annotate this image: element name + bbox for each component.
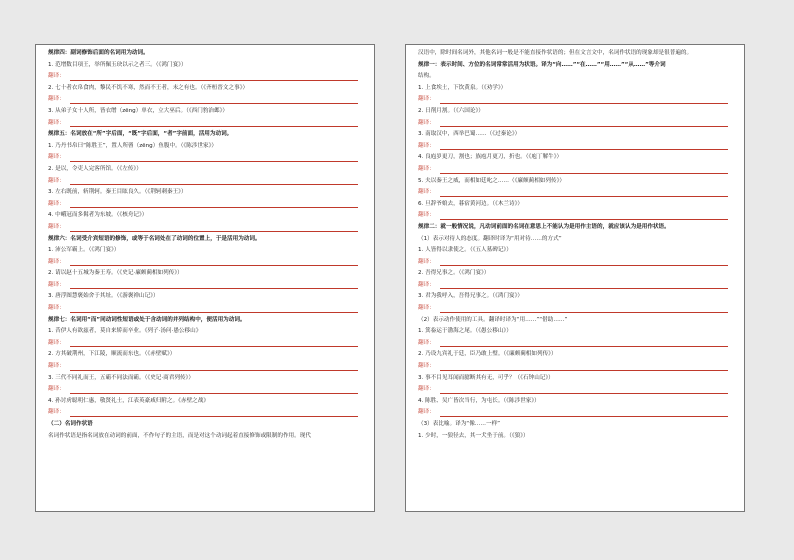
rule-heading: 规律七：名词用“而”同动词性短语或处于含动词的并列结构中，便活用为动词。 xyxy=(48,316,246,323)
example-sentence: （2）表示动作使用的工具。翻译时译为“用……”“借助……” xyxy=(418,316,568,323)
translation-line: 翻译： xyxy=(48,199,364,211)
example-sentence: 3. 从弟子女十人所，皆衣缯（zēng）单衣，立大巫后。（《西门豹治邺》） xyxy=(48,107,229,114)
example-sentence: 3. 君为我呼入，吾得兄事之。（《鸿门宴》） xyxy=(418,293,523,300)
example-sentence: 5. 夫以秦王之威，而相如廷叱之……（《廉颇蔺相如列传》） xyxy=(418,177,565,184)
translation-line: 翻译： xyxy=(418,210,734,222)
left-page xyxy=(35,44,375,512)
example-sentence: 1. 昔伊人有欲兹者，莫自来矫而卒业。《列子·汤问·愚公移山》 xyxy=(48,328,202,335)
translation-line: 翻译： xyxy=(418,407,734,419)
translation-line: 翻译： xyxy=(48,384,364,396)
example-sentence: 1. 范增数目项王，举所佩玉玦以示之者三。（《鸿门宴》） xyxy=(48,61,187,68)
example-sentence: 2. 方其破荆州，下江陵，顺流而东也。（《赤壁赋》） xyxy=(48,351,176,358)
example-sentence: 2. 七十者衣帛食肉，黎民不饥不寒，然而不王者，未之有也。（《齐桓晋文之事》） xyxy=(48,84,249,91)
translation-line: 翻译： xyxy=(48,71,364,83)
example-sentence: 1. 少时，一狼径去，其一犬坐于前。（《狼》） xyxy=(418,432,529,439)
example-sentence: 4. 孙讨虏聪明仁惠，敬贤礼士，江表英豪咸归附之。《赤壁之战》 xyxy=(48,397,209,404)
translation-line: 翻译： xyxy=(48,176,364,188)
translation-line: 翻译： xyxy=(48,257,364,269)
example-sentence: 1. 乃丹书帛曰“陈胜王”，置人所罾（zēng）鱼腹中。（《陈涉世家》） xyxy=(48,142,218,149)
translation-line: 翻译： xyxy=(418,164,734,176)
right-page xyxy=(405,44,745,512)
section-heading: （二）名词作状语 xyxy=(48,421,93,427)
translation-line: 翻译： xyxy=(418,303,734,315)
example-sentence: 1. 人皆得以隶使之。（《五人墓碑记》） xyxy=(418,247,512,254)
example-sentence: 4. 中峨冠而多髯者为东坡。（《核舟记》） xyxy=(48,212,148,219)
translation-line: 翻译： xyxy=(418,338,734,350)
translation-line: 翻译： xyxy=(418,280,734,292)
rule-heading: 规律二：就一般情况说，凡动词前面的名词在意思上不能认为是用作主语的，就应该认为是用作状语。 xyxy=(418,223,670,230)
example-sentence: 2. 请以赵十五城为秦王寿。（《史记·廉颇蔺相如列传》） xyxy=(48,270,183,277)
translation-line: 翻译： xyxy=(48,361,364,373)
translation-line: 翻译： xyxy=(48,94,364,106)
translation-line: 翻译： xyxy=(418,361,734,373)
example-sentence: 3. 三代不同礼而王，五霸不同法而霸。（《史记·商君列传》） xyxy=(48,374,194,381)
example-sentence: 4. 陈胜、吴广皆次当行，为屯长。（《陈涉世家》） xyxy=(418,397,540,404)
example-sentence: （1）表示对待人的态度。翻译时译为“用对待……的方式” xyxy=(418,235,562,242)
example-sentence: 3. 事不目见耳闻而臆断其有无，可乎？（《石钟山记》） xyxy=(418,374,554,381)
example-sentence: 3. 南取汉中，西举巴蜀……（《过秦论》） xyxy=(418,131,521,138)
example-sentence: 2. 是以，令吏人完客所馆。（《左传》） xyxy=(48,165,142,172)
example-sentence: 3. 左右既前，斩荆轲。秦王目眩良久。（《荆轲刺秦王》） xyxy=(48,189,187,196)
rule-heading: 规律一：表示时间、方位的名词常常活用为状语。译为“向……”“在……”“用……”“从……”等介词 xyxy=(418,61,666,68)
translation-line: 翻译： xyxy=(418,94,734,106)
translation-line: 翻译： xyxy=(48,118,364,130)
translation-line: 翻译： xyxy=(418,187,734,199)
example-sentence: 3. 唐浮图慧褒始舍于其址。（《游褒禅山记》） xyxy=(48,293,159,300)
example-sentence: 4. 良庖岁更刀，割也；族庖月更刀，折也。（《庖丁解牛》） xyxy=(418,154,563,161)
translation-line: 翻译： xyxy=(418,384,734,396)
example-sentence: 1. 箕畚运于渤海之尾。（《愚公移山》） xyxy=(418,328,512,335)
translation-line: 翻译： xyxy=(48,280,364,292)
translation-line: 翻译： xyxy=(48,152,364,164)
example-sentence: 2. 日削月割。（《六国论》） xyxy=(418,107,484,114)
example-sentence: 2. 乃设九宾礼于廷，臣乃敢上璧。（《廉颇蔺相如列传》） xyxy=(418,351,557,358)
example-sentence: 2. 吾得兄事之。（《鸿门宴》） xyxy=(418,270,490,277)
example-sentence: （3）表比喻。译为“像……一样” xyxy=(418,421,501,427)
example-sentence: 1. 上食埃土，下饮黄泉。（《劝学》） xyxy=(418,84,507,91)
rule-heading: 规律四：副词修饰后面的名词用为动词。 xyxy=(48,50,149,56)
translation-line: 翻译： xyxy=(48,338,364,350)
example-sentence: 汉语中，除时间名词外，其他名词一般是不能直接作状语的；但在文言文中，名词作状语的现象却是很普遍的。 xyxy=(418,50,693,56)
translation-line: 翻译： xyxy=(48,303,364,315)
translation-line: 翻译： xyxy=(418,257,734,269)
translation-line: 翻译： xyxy=(48,407,364,419)
translation-line: 翻译： xyxy=(418,141,734,153)
rule-heading: 规律五：名词放在“所”字后面，“既”字后面，“者”字前面，活用为动词。 xyxy=(48,131,233,138)
translation-line: 翻译： xyxy=(48,222,364,234)
translation-line: 翻译： xyxy=(418,118,734,130)
example-sentence: 6. 旦辞爷娘去，暮宿黄河边。（《木兰诗》） xyxy=(418,200,523,207)
rule-heading: 规律六：名词受介宾短语的修饰，或等于名词处在了动词的位置上，于是活用为动词。 xyxy=(48,235,261,242)
example-sentence: 1. 沛公军霸上。（《鸿门宴》） xyxy=(48,247,120,254)
example-sentence: 结构。 xyxy=(418,73,435,80)
example-sentence: 名词作状语是指名词放在动词的前面，不作句子的主语，而是对这个动词起着直接修饰或限制的作用。现代 xyxy=(48,432,311,439)
